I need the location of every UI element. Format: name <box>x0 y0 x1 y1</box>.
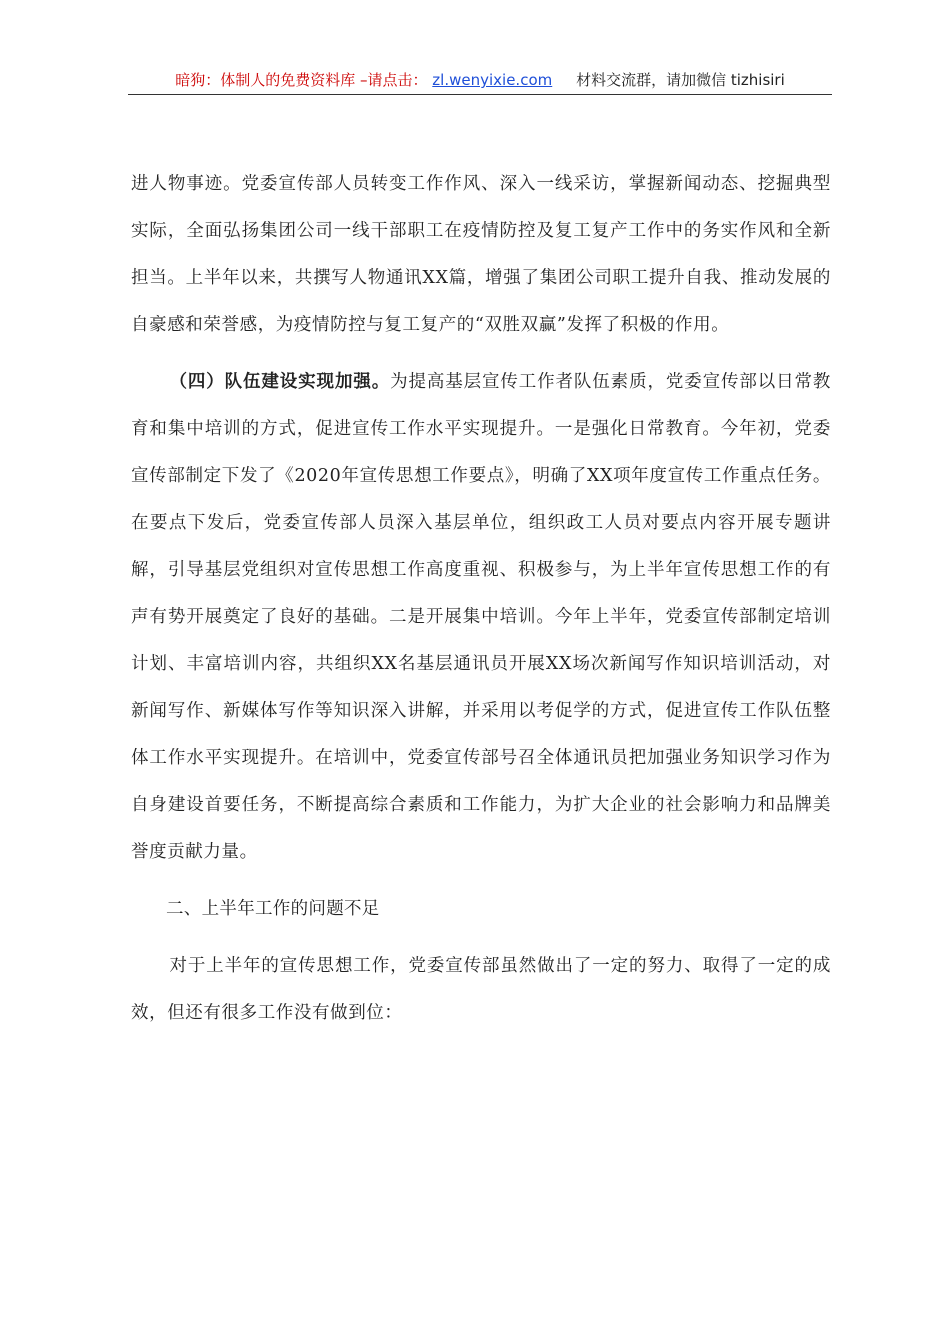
section-four-title: （四）队伍建设实现加强。 <box>169 372 391 392</box>
document-body <box>131 161 831 1037</box>
header-site-name: 暗狗：体制人的免费资料库 <box>175 71 356 89</box>
header-group-text: 材料交流群，请加微信 tizhisiri <box>576 71 785 89</box>
header-click-prompt: –请点击： <box>355 71 428 89</box>
paragraph-1: 进人物事迹。党委宣传部人员转变工作作风、深入一线采访，掌握新闻动态、挖掘典型实际，全面弘扬集团公司一线干部职工在疫情防控及复工复产工作中的务实作风和全新担当。上半年以来，共撰写人物通讯XX篇，增强了集团公司职工提升自我、推动发展的自豪感和荣誉感，为疫情防控与复工复产的“双胜双赢”发挥了积极的作用。 <box>131 174 831 335</box>
paragraph-3: 对于上半年的宣传思想工作，党委宣传部虽然做出了一定的努力、取得了一定的成效，但还有很多工作没有做到位： <box>131 956 831 1023</box>
heading-section-two: 二、上半年工作的问题不足 <box>166 899 380 919</box>
page-header <box>128 66 832 95</box>
header-url-link[interactable]: zl.wenyixie.com <box>432 71 553 89</box>
paragraph-2 <box>131 359 831 876</box>
section-four-body: 为提高基层宣传工作者队伍素质，党委宣传部以日常教育和集中培训的方式，促进宣传工作水平实现提升。一是强化日常教育。今年初，党委宣传部制定下发了《2020年宣传思想工作要点》，明确了XX项年度宣传工作重点任务。在要点下发后，党委宣传部人员深入基层单位，组织政工人员对要点内容开展专题讲解，引导基层党组织对宣传思想工作高度重视、积极参与，为上半年宣传思想工作的有声有势开展奠定了良好的基础。二是开展集中培训。今年上半年，党委宣传部制定培训计划、丰富培训内容，共组织XX名基层通讯员开展XX场次新闻写作知识培训活动，对新闻写作、新媒体写作等知识深入讲解，并采用以考促学的方式，促进宣传工作队伍整体工作水平实现提升。在培训中，党委宣传部号召全体通讯员把加强业务知识学习作为自身建设首要任务，不断提高综合素质和工作能力，为扩大企业的社会影响力和品牌美誉度贡献力量。 <box>131 372 831 862</box>
